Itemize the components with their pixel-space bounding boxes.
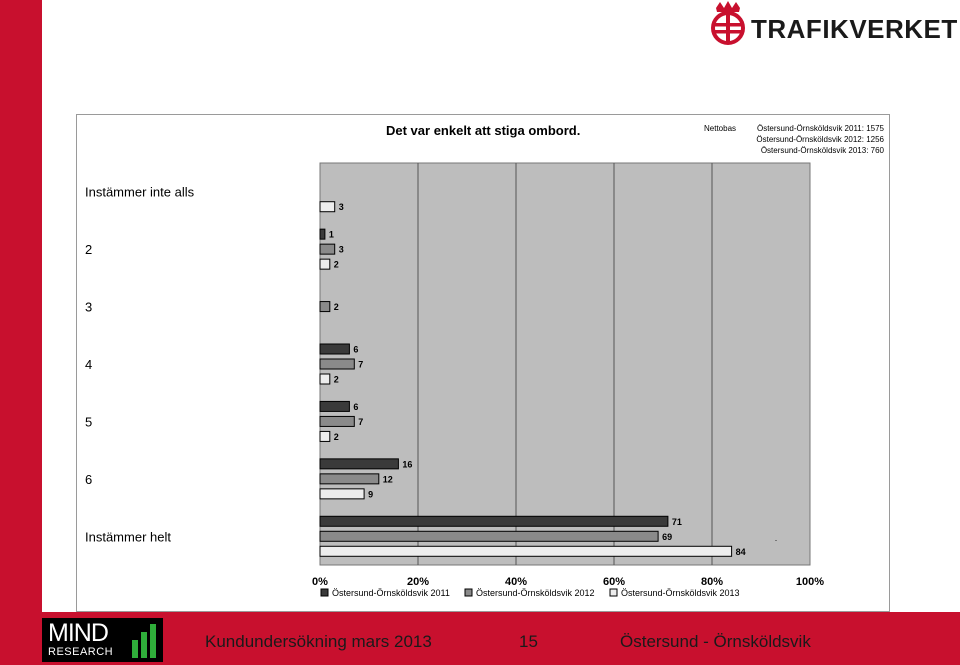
data-label: 3 (338, 244, 344, 255)
bar (320, 531, 658, 541)
category-label: 4 (85, 357, 93, 372)
netto-row-2013: Östersund-Örnsköldsvik 2013: 760 (760, 146, 884, 155)
category-label: Instämmer inte alls (85, 184, 195, 200)
bar (320, 359, 354, 369)
bar (320, 401, 349, 411)
data-label: 3 (338, 202, 344, 213)
data-label: 69 (662, 531, 673, 542)
x-tick-label: 40% (504, 576, 528, 588)
data-label: 2 (333, 302, 339, 313)
legend-swatch (321, 589, 328, 596)
bar (320, 459, 398, 469)
mind-logo-word: MIND (48, 619, 108, 647)
data-label: 7 (358, 416, 364, 427)
bar (320, 259, 330, 269)
x-tick-label: 20% (406, 576, 430, 588)
legend-swatch (610, 589, 617, 596)
netto-label: Nettobas (704, 124, 737, 133)
category-label: 5 (85, 414, 93, 430)
bar (320, 202, 335, 212)
data-label: 2 (333, 259, 339, 270)
bar (320, 302, 330, 312)
chart-title: Det var enkelt att stiga ombord. (386, 123, 581, 138)
data-label: 2 (333, 431, 339, 442)
data-label: 1 (328, 229, 334, 240)
bar (320, 546, 732, 556)
bar (320, 489, 364, 499)
category-label: 6 (85, 471, 93, 487)
x-tick-label: 0% (312, 576, 328, 588)
legend-label: Östersund-Örnsköldsvik 2013 (621, 588, 740, 598)
data-label: 6 (353, 344, 359, 355)
netto-row-2012: Östersund-Örnsköldsvik 2012: 1256 (756, 135, 884, 144)
legend-label: Östersund-Örnsköldsvik 2012 (476, 588, 595, 598)
data-label: 6 (353, 401, 359, 412)
x-tick-label: 80% (700, 576, 724, 588)
data-label: 9 (368, 489, 374, 500)
bar (320, 516, 668, 526)
data-label: 84 (735, 546, 746, 557)
x-tick-label: 100% (795, 576, 825, 588)
stray-dot (775, 540, 777, 541)
bar (320, 431, 330, 441)
category-label: Instämmer helt (85, 529, 171, 545)
footer-route: Östersund - Örnsköldsvik (620, 632, 811, 651)
footer-page-number: 15 (519, 632, 538, 651)
bar (320, 474, 379, 484)
footer-survey: Kundundersökning mars 2013 (205, 632, 432, 651)
bars-icon (131, 624, 157, 658)
bar (320, 244, 335, 254)
legend-swatch (465, 589, 472, 596)
mind-logo-sub: RESEARCH (48, 646, 114, 658)
bar (320, 416, 354, 426)
data-label: 16 (402, 459, 413, 470)
plot-area (320, 163, 810, 565)
data-label: 2 (333, 374, 339, 385)
category-label: 2 (85, 242, 93, 258)
mind-research-logo (42, 618, 163, 662)
netto-row-2011: Östersund-Örnsköldsvik 2011: 1575 (756, 124, 884, 133)
category-label: 3 (85, 299, 93, 315)
data-label: 7 (358, 359, 364, 370)
bar (320, 229, 325, 239)
legend-label: Östersund-Örnsköldsvik 2011 (332, 588, 450, 598)
bar (320, 344, 349, 354)
x-tick-label: 60% (602, 576, 626, 588)
logo-text: TRAFIKVERKET (751, 14, 958, 44)
data-label: 12 (382, 474, 393, 485)
data-label: 71 (671, 516, 682, 527)
bar (320, 374, 330, 384)
